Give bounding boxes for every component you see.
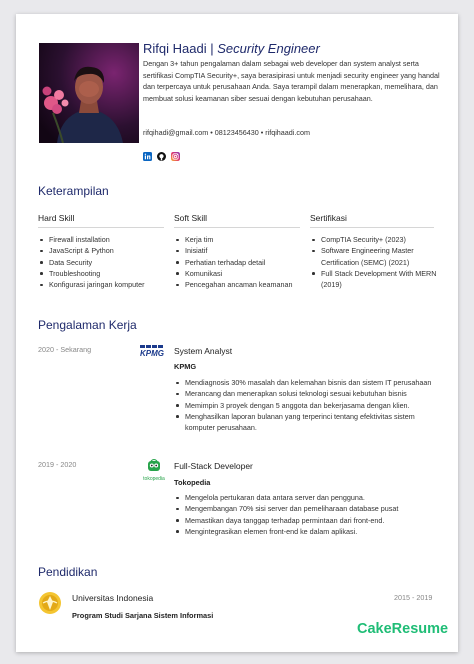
resume-page (16, 14, 458, 652)
tokopedia-logo (140, 458, 168, 482)
certification-title: Sertifikasi (310, 213, 347, 223)
profile-summary: Dengan 3+ tahun pengalaman dalam sebagai web developer dan system analyst serta sertifikasi CompTIA Security+, saya berasipirasi untuk menjadi security engineer yang handal dan terpercaya untuk perusahaan Anda. Saya terampil dalam menerapkan, memelihara, dan membuat solusi keamanan siber sesuai dengan kebutuhan perusahaan. (143, 59, 440, 103)
social-links (143, 148, 180, 157)
cakeresume-resume: Resume (391, 621, 449, 637)
cakeresume-logo (357, 621, 448, 637)
list-item: Inisiatif (174, 245, 306, 256)
profile-role: Security Engineer (217, 41, 320, 56)
soft-skill-divider (174, 227, 300, 228)
list-item: Konfigurasi jaringan komputer (38, 279, 168, 290)
certification-divider (310, 227, 434, 228)
contact-info[interactable]: rifqihadi@gmail.com • 08123456430 • rifqihaadi.com (143, 128, 310, 137)
certification-list (310, 234, 438, 290)
list-item: Full Stack Development With MERN (2019) (310, 268, 438, 291)
school-name: Universitas Indonesia (72, 593, 154, 603)
job-date: 2020 - Sekarang (38, 345, 92, 354)
cakeresume-cake: Cake (357, 621, 392, 637)
list-item: Kerja tim (174, 234, 306, 245)
hard-skill-divider (38, 227, 164, 228)
job-bullets (174, 492, 442, 537)
list-item: Pencegahan ancaman keamanan (174, 279, 306, 290)
list-item: Mengelola pertukaran data antara server dan pengguna. (174, 492, 442, 503)
list-item: Mengintegrasikan elemen front-end ke dalam aplikasi. (174, 526, 442, 537)
list-item: Software Engineering Master Certification (SEMC) (2021) (310, 245, 438, 268)
tokopedia-owl-icon (147, 459, 161, 471)
job-company: KPMG (174, 362, 197, 371)
list-item: Memimpin 3 proyek dengan 5 anggota dan bekerjasama dengan klien. (174, 400, 442, 411)
soft-skill-title: Soft Skill (174, 213, 208, 223)
education-section-title: Pendidikan (38, 565, 98, 579)
list-item: Troubleshooting (38, 268, 168, 279)
hard-skill-title: Hard Skill (38, 213, 75, 223)
name-separator: | (210, 41, 214, 56)
list-item: Perhatian terhadap detail (174, 257, 306, 268)
hard-skill-list (38, 234, 168, 290)
job-title: System Analyst (174, 346, 233, 356)
kpmg-logo (140, 344, 166, 362)
experience-section-title: Pengalaman Kerja (38, 318, 137, 332)
profile-name: Rifqi Haadi (143, 41, 207, 56)
instagram-icon[interactable] (171, 148, 180, 157)
job-company: Tokopedia (174, 478, 211, 487)
linkedin-icon[interactable] (143, 148, 152, 157)
list-item: Mengembangan 70% sisi server dan pemeliharaan database pusat (174, 503, 442, 514)
education-date: 2015 - 2019 (394, 593, 433, 602)
github-icon[interactable] (157, 148, 166, 157)
list-item: Merancang dan menerapkan solusi teknologi sesuai kebutuhan bisnis (174, 388, 442, 399)
skills-section-title: Keterampilan (38, 184, 109, 198)
profile-name-line (143, 41, 320, 56)
kpmg-logo-text: KPMG (140, 349, 164, 357)
study-program: Program Studi Sarjana Sistem Informasi (72, 611, 214, 620)
list-item: Komunikasi (174, 268, 306, 279)
list-item: CompTIA Security+ (2023) (310, 234, 438, 245)
list-item: Menghasilkan laporan bulanan yang terperinci tentang efektivitas sistem komputer perusahaan. (174, 411, 442, 434)
job-bullets (174, 377, 442, 433)
university-logo (38, 590, 62, 621)
soft-skill-list (174, 234, 306, 290)
list-item: Memastikan daya tanggap terhadap permintaan dari front-end. (174, 515, 442, 526)
list-item: JavaScript & Python (38, 245, 168, 256)
job-date: 2019 - 2020 (38, 460, 77, 469)
list-item: Firewall installation (38, 234, 168, 245)
job-title: Full-Stack Developer (174, 461, 253, 471)
profile-photo (39, 43, 139, 143)
tokopedia-logo-text: tokopedia (143, 476, 165, 482)
list-item: Mendiagnosis 30% masalah dan kelemahan bisnis dan sistem IT perusahaan (174, 377, 442, 388)
list-item: Data Security (38, 257, 168, 268)
